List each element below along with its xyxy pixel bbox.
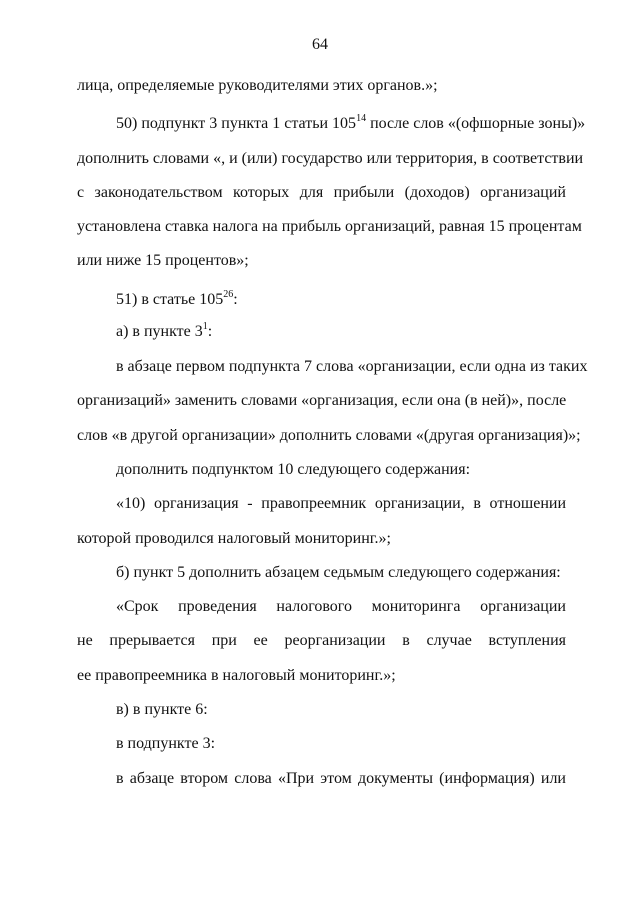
- text-line: ее правопреемника в налоговый мониторинг.»;: [77, 667, 396, 684]
- text-line: [116, 322, 566, 342]
- item-51-colon: :: [233, 291, 238, 308]
- subitem-a-colon: :: [207, 323, 213, 340]
- text-line: «10) организация - правопреемник организации, в отношении: [116, 495, 566, 512]
- text-line: установлена ставка налога на прибыль организаций, равная 15 процентам: [77, 218, 582, 235]
- text-line: организаций» заменить словами «организация, если она (в ней)», после: [77, 392, 567, 409]
- text-line: которой проводился налоговый мониторинг.»;: [77, 530, 391, 547]
- text-line: не прерывается при ее реорганизации в случае вступления: [77, 632, 566, 649]
- text-line: [116, 113, 586, 134]
- text-line: б) пункт 5 дополнить абзацем седьмым следующего содержания:: [116, 564, 561, 581]
- item-51-text: 51) в статье 105: [116, 291, 224, 308]
- text-line: или ниже 15 процентов»;: [77, 252, 249, 269]
- text-line: в абзаце первом подпункта 7 слова «организации, если одна из таких: [116, 358, 588, 375]
- text-line: в) в пункте 6:: [116, 701, 208, 718]
- text-line: слов «в другой организации» дополнить словами «(другая организация)»;: [77, 427, 581, 444]
- text-line: «Срок проведения налогового мониторинга организации: [116, 598, 566, 615]
- text-line: дополнить подпунктом 10 следующего содержания:: [116, 461, 471, 478]
- text-line: [116, 290, 566, 310]
- text-line: с законодательством которых для прибыли (доходов) организаций: [77, 184, 566, 201]
- text-line: в подпункте 3:: [116, 735, 216, 752]
- text-line: лица, определяемые руководителями этих органов.»;: [77, 77, 438, 94]
- superscript: 1: [202, 321, 208, 332]
- subitem-a-text: а) в пункте 3: [116, 323, 203, 340]
- superscript: 14: [356, 113, 367, 124]
- page-number: 64: [312, 36, 328, 53]
- item-50-text-cont: после слов «(офшорные зоны)»: [370, 115, 586, 132]
- text-line: в абзаце втором слова «При этом документы (информация) или: [116, 770, 566, 787]
- item-50-text: 50) подпункт 3 пункта 1 статьи 105: [116, 115, 357, 132]
- text-line: дополнить словами «, и (или) государство или территория, в соответствии: [77, 150, 584, 167]
- superscript: 26: [223, 289, 234, 300]
